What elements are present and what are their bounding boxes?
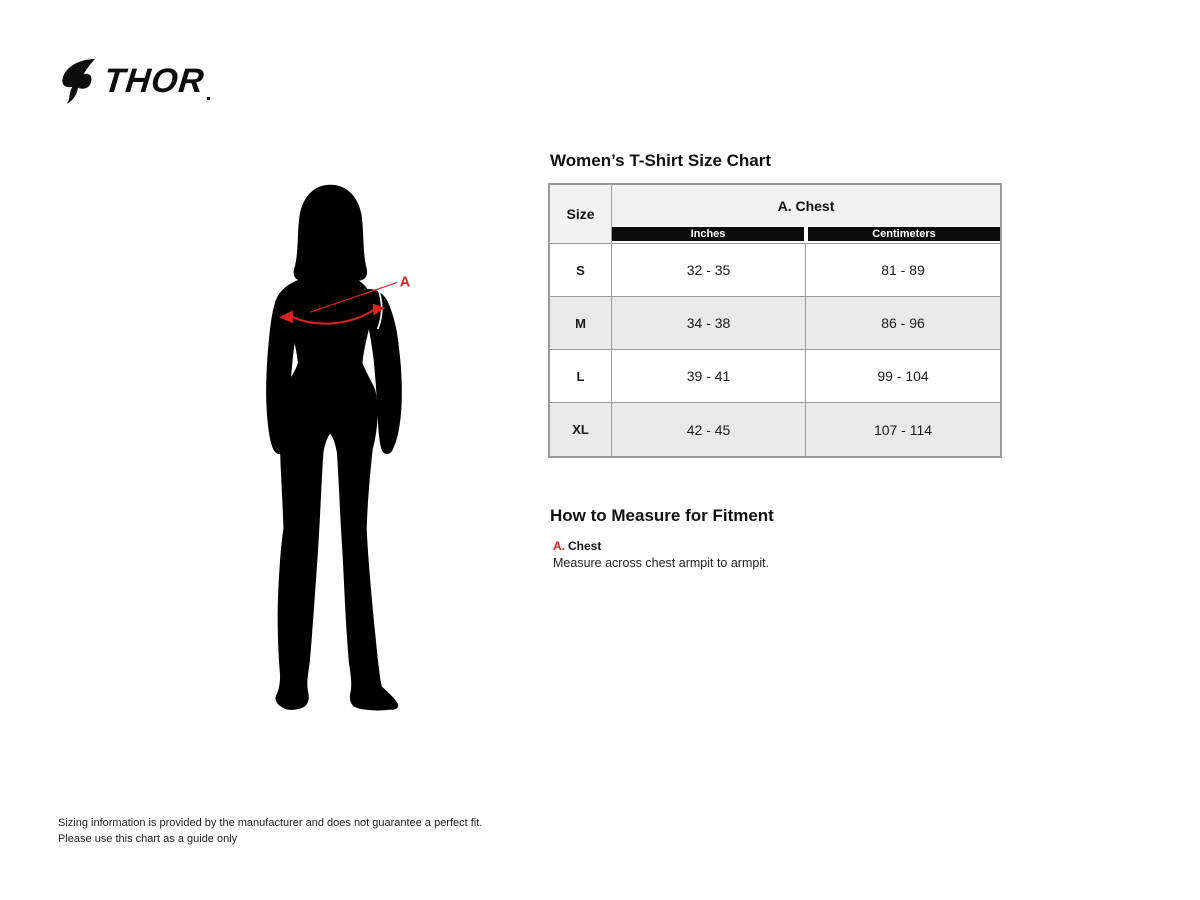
size-column-header: Size xyxy=(550,185,612,244)
measure-item-title xyxy=(553,539,601,553)
centimeters-value-cell: 86 - 96 xyxy=(806,297,1000,350)
size-cell: S xyxy=(550,244,612,297)
size-chart-title: Women’s T-Shirt Size Chart xyxy=(550,151,772,170)
disclaimer-line-2: Please use this chart as a guide only xyxy=(58,832,238,845)
inches-value-cell: 34 - 38 xyxy=(612,297,806,350)
measure-item-letter: A. xyxy=(553,539,565,553)
inches-value-cell: 42 - 45 xyxy=(612,403,806,456)
centimeters-value-cell: 99 - 104 xyxy=(806,350,1000,403)
centimeters-value-cell: 107 - 114 xyxy=(806,403,1000,456)
howto-heading: How to Measure for Fitment xyxy=(550,506,774,525)
measure-point-label: A xyxy=(399,274,411,291)
female-silhouette-figure xyxy=(263,183,433,713)
size-chart-table xyxy=(548,183,1002,458)
inches-value-cell: 39 - 41 xyxy=(612,350,806,403)
measure-item-description: Measure across chest armpit to armpit. xyxy=(553,556,770,570)
silhouette-head xyxy=(294,185,367,281)
disclaimer xyxy=(58,816,482,848)
brand-wordmark: THOR xyxy=(102,62,207,100)
brand-logo xyxy=(57,57,210,105)
size-cell: L xyxy=(550,350,612,403)
measure-item-name: Chest xyxy=(568,539,602,553)
chest-group-header: A. Chest xyxy=(612,185,1000,226)
centimeters-unit-label: Centimeters xyxy=(808,227,1000,241)
goat-head-icon xyxy=(57,57,99,105)
centimeters-unit-header xyxy=(806,226,1000,244)
trademark-dot xyxy=(207,97,210,100)
inches-unit-header xyxy=(612,226,806,244)
size-cell: XL xyxy=(550,403,612,456)
inches-unit-label: Inches xyxy=(612,227,804,241)
size-cell: M xyxy=(550,297,612,350)
centimeters-value-cell: 81 - 89 xyxy=(806,244,1000,297)
inches-value-cell: 32 - 35 xyxy=(612,244,806,297)
disclaimer-line-1: Sizing information is provided by the manufacturer and does not guarantee a perfect fit. xyxy=(58,817,483,829)
